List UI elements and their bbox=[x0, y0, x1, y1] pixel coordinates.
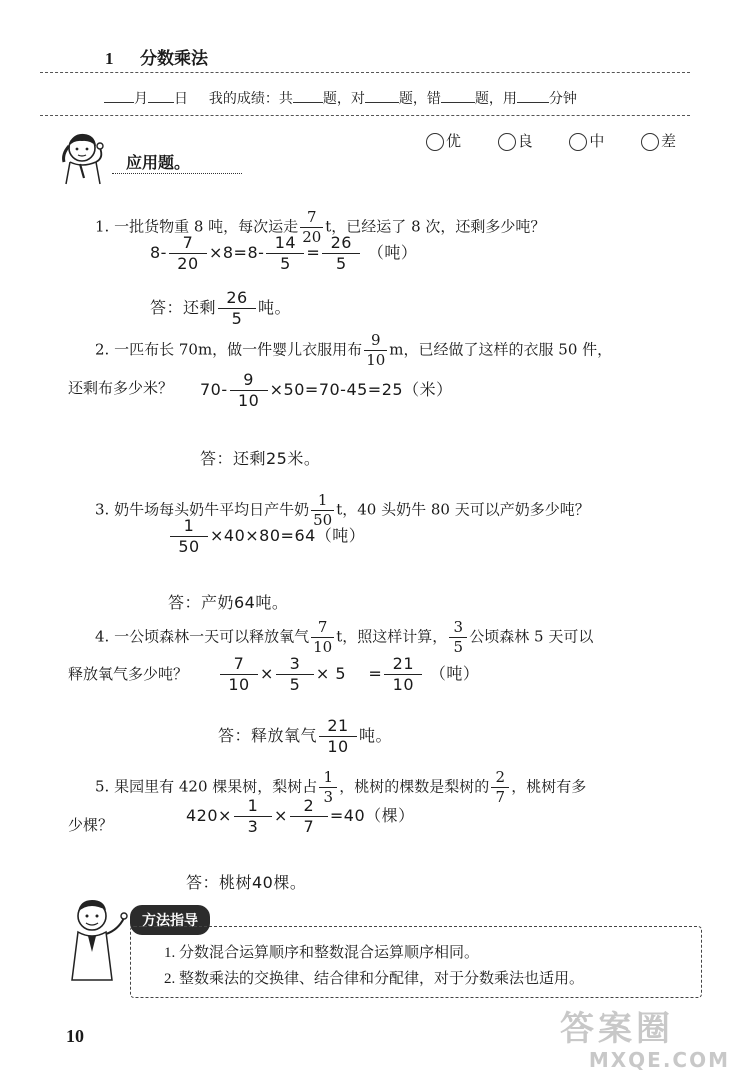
method-item-2: 2. 整数乘法的交换律、结合律和分配律，对于分数乘法也适用。 bbox=[164, 971, 585, 987]
section-title: 应用题。 bbox=[126, 153, 191, 172]
method-box bbox=[130, 926, 702, 998]
problem-4: 4. 一公顷森林一天可以释放氧气 $\frac{7}{10}$ t，照这样计算， $\frac{3}{5}$ 公顷森林 5 天可以 bbox=[95, 618, 594, 656]
teacher-pointing-icon bbox=[58, 892, 134, 984]
problem-3-work: $\frac{1}{50}$ ×40×80=64（吨） bbox=[168, 518, 365, 555]
grade-excellent[interactable]: 优 bbox=[426, 130, 461, 151]
score-divider bbox=[40, 115, 690, 116]
fraction: $\frac{7}{20}$ bbox=[302, 208, 322, 246]
method-title-badge: 方法指导 bbox=[130, 905, 210, 935]
problem-5-answer: 答：桃树40棵。 bbox=[186, 873, 307, 892]
problem-5-work: 420× $\frac{1}{3}$ × $\frac{2}{7}$ =40（棵） bbox=[186, 796, 415, 836]
unit-title: 分数乘法 bbox=[140, 49, 208, 68]
problem-3-answer: 答：产奶64吨。 bbox=[168, 593, 289, 612]
problem-1-work: 8- $\frac{7}{20}$ ×8=8- $\frac{14}{5}$ = $\frac{26}{5}$ （吨） bbox=[150, 233, 418, 273]
grade-options bbox=[426, 130, 676, 151]
problem-2-answer: 答：还剩25米。 bbox=[200, 449, 321, 468]
wrong-count-blank[interactable] bbox=[441, 88, 475, 103]
problem-4-work: $\frac{7}{10}$ × $\frac{3}{5}$ × 5 = $\frac{21}{10}$ （吨） bbox=[218, 656, 479, 693]
problem-5: 5. 果园里有 420 棵果树，梨树占 $\frac{1}{3}$ ，桃树的棵数是梨树的 $\frac{2}{7}$ ，桃树有多 bbox=[95, 768, 587, 806]
correct-count-blank[interactable] bbox=[365, 88, 399, 103]
page-number: 10 bbox=[66, 1026, 84, 1046]
section-underline bbox=[112, 173, 242, 174]
grade-poor[interactable]: 差 bbox=[641, 130, 676, 151]
problem-2-cont: 还剩布多少米？ bbox=[68, 379, 174, 397]
problem-3: 3. 奶牛场每头奶牛平均日产牛奶 $\frac{1}{50}$ t，40 头奶牛 80 天可以产奶多少吨？ bbox=[95, 491, 590, 529]
watermark bbox=[560, 1010, 740, 1076]
problem-1: 1. 一批货物重 8 吨，每次运走 $\frac{7}{20}$ t，已经运了 8 次，还剩多少吨？ bbox=[95, 208, 546, 246]
minutes-blank[interactable] bbox=[517, 88, 549, 103]
girl-thinking-icon bbox=[52, 128, 118, 186]
watermark-url: MXQE.COM bbox=[588, 1048, 730, 1072]
problem-4-answer: 答：释放氧气 $\frac{21}{10}$ 吨。 bbox=[218, 716, 393, 756]
method-item-1: 1. 分数混合运算顺序和整数混合运算顺序相同。 bbox=[164, 945, 480, 961]
score-line: 月 日 我的成绩：共 题，对 题，错 题，用 分钟 bbox=[104, 88, 577, 108]
header-divider bbox=[40, 72, 690, 73]
problem-2-work: 70- $\frac{9}{10}$ ×50=70-45=25（米） bbox=[200, 370, 453, 410]
unit-number: 1 bbox=[105, 49, 114, 68]
problem-5-cont: 少棵？ bbox=[68, 816, 114, 834]
unit-header bbox=[105, 44, 208, 69]
grade-good[interactable]: 良 bbox=[498, 130, 533, 151]
watermark-main: 答案圈 bbox=[560, 1009, 674, 1049]
grade-fair[interactable]: 中 bbox=[569, 130, 604, 151]
problem-4-cont: 释放氧气多少吨？ bbox=[68, 665, 189, 683]
problem-1-answer: 答：还剩 $\frac{26}{5}$ 吨。 bbox=[150, 288, 292, 328]
total-count-blank[interactable] bbox=[293, 88, 323, 103]
problem-2: 2. 一匹布长 70m，做一件婴儿衣服用布 $\frac{9}{10}$ m，已经做了这样的衣服 50 件， bbox=[95, 331, 613, 369]
